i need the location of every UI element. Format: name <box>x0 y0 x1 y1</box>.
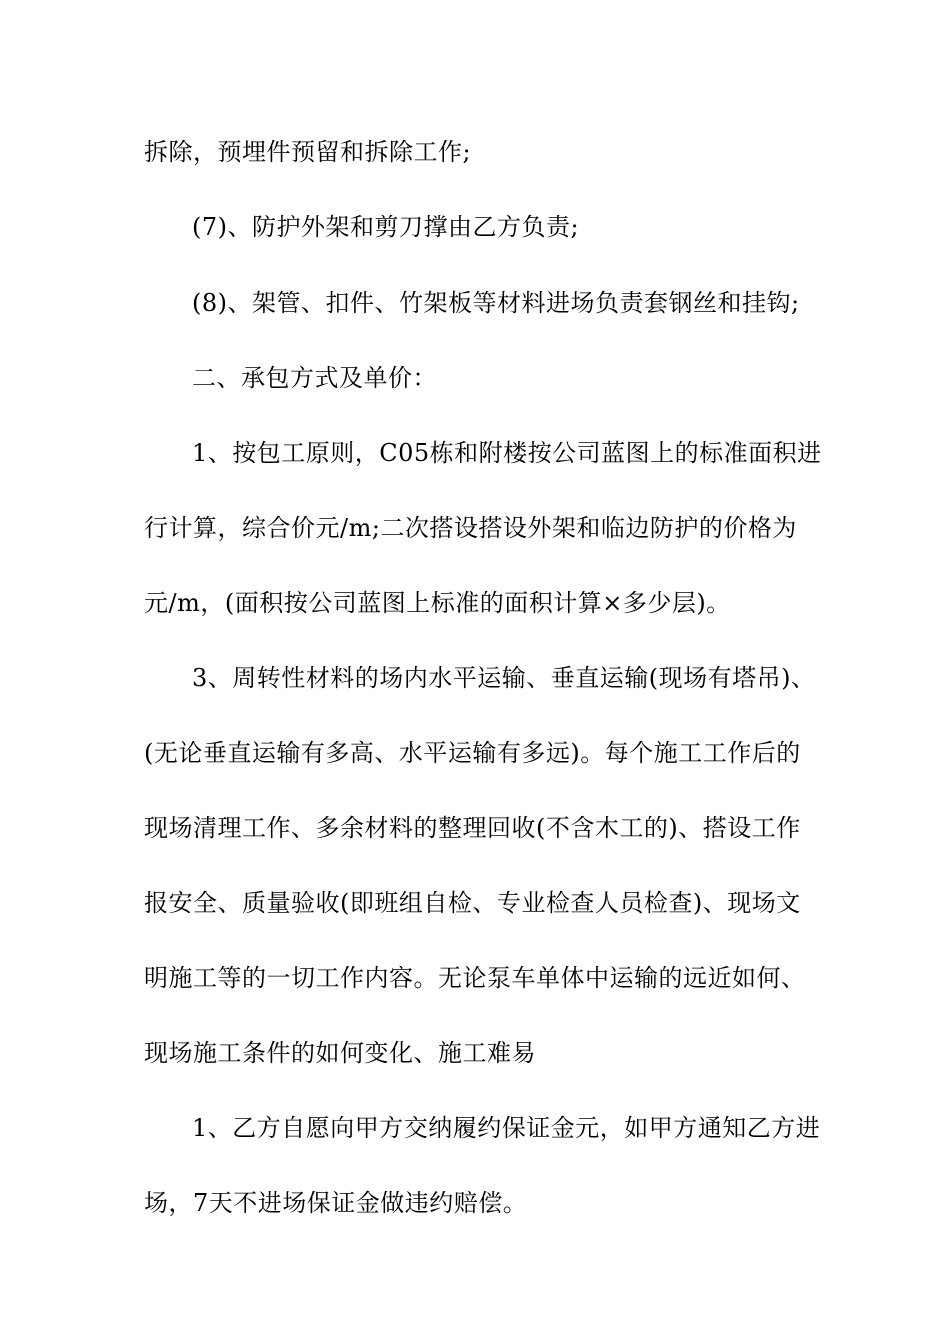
text-line: 1、乙方自愿向甲方交纳履约保证金元，如甲方通知乙方进 <box>192 1114 821 1142</box>
text-line: 元/m，(面积按公司蓝图上标准的面积计算×多少层)。 <box>144 589 731 617</box>
text-line: (8)、架管、扣件、竹架板等材料进场负责套钢丝和挂钩; <box>192 289 800 317</box>
text-line: 1、按包工原则，C05栋和附楼按公司蓝图上的标准面积进 <box>192 439 822 467</box>
text-line: 3、周转性材料的场内水平运输、垂直运输(现场有塔吊)、 <box>192 664 816 692</box>
text-line: 现场施工条件的如何变化、施工难易 <box>144 1039 536 1067</box>
text-line: 现场清理工作、多余材料的整理回收(不含木工的)、搭设工作 <box>144 814 801 842</box>
section-heading: 二、承包方式及单价： <box>192 364 437 392</box>
text-line: 报安全、质量验收(即班组自检、专业检查人员检查)、现场文 <box>144 889 801 917</box>
text-line: (7)、防护外架和剪刀撑由乙方负责; <box>192 213 580 241</box>
text-line: 行计算，综合价元/m;二次搭设搭设外架和临边防护的价格为 <box>144 514 797 542</box>
text-line: 明施工等的一切工作内容。无论泵车单体中运输的远近如何、 <box>144 964 806 992</box>
text-line: (无论垂直运输有多高、水平运输有多远)。每个施工工作后的 <box>144 739 801 767</box>
text-line: 拆除，预埋件预留和拆除工作; <box>144 138 472 166</box>
text-line: 场，7天不进场保证金做违约赔偿。 <box>144 1189 528 1217</box>
